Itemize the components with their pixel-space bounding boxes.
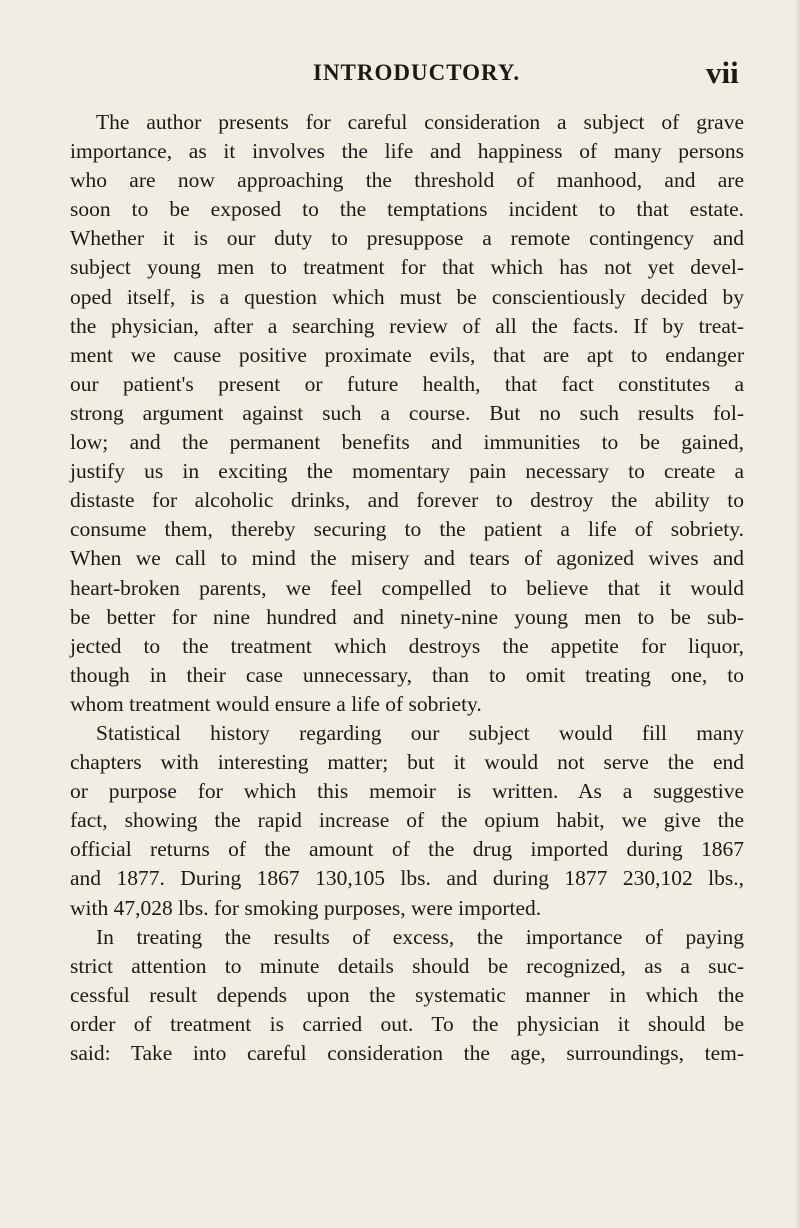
text-line: subject young men to treatment for that which has not yet devel- — [70, 255, 744, 280]
text-line: be better for nine hundred and ninety-nine young men to be sub- — [70, 604, 744, 629]
text-line: order of treatment is carried out. To the physician it should be — [70, 1011, 744, 1036]
text-line: strong argument against such a course. But no such results fol- — [70, 400, 744, 425]
text-line: our patient's present or future health, that fact constitutes a — [70, 371, 744, 396]
text-line: though in their case unnecessary, than to omit treating one, to — [70, 662, 744, 687]
text-line: oped itself, is a question which must be conscientiously decided by — [70, 284, 744, 309]
text-line: low; and the permanent benefits and immunities to be gained, — [70, 430, 744, 455]
text-line: ment we cause positive proximate evils, that are apt to endanger — [70, 342, 744, 367]
text-line: or purpose for which this memoir is written. As a suggestive — [70, 779, 744, 804]
text-line: When we call to mind the misery and tears of agonized wives and — [70, 546, 744, 571]
text-line: fact, showing the rapid increase of the opium habit, we give the — [70, 808, 744, 833]
text-line: jected to the treatment which destroys the appetite for liquor, — [70, 633, 744, 658]
text-line: importance, as it involves the life and happiness of many persons — [70, 139, 744, 164]
running-head: INTRODUCTORY. — [313, 60, 521, 85]
text-line: heart-broken parents, we feel compelled to believe that it would — [70, 575, 744, 600]
text-line: justify us in exciting the momentary pain necessary to create a — [70, 459, 744, 484]
text-line: the physician, after a searching review of all the facts. If by treat- — [70, 313, 744, 338]
text-line: The author presents for careful consideration a subject of grave — [96, 110, 744, 134]
text-line: Statistical history regarding our subject would fill many — [96, 720, 744, 745]
text-line: In treating the results of excess, the importance of paying — [96, 924, 744, 949]
text-line: distaste for alcoholic drinks, and forever to destroy the ability to — [70, 488, 744, 513]
text-line: chapters with interesting matter; but it would not serve the end — [70, 750, 744, 775]
text-line: whom treatment would ensure a life of sobriety. — [70, 691, 482, 716]
page-number: vii — [706, 55, 739, 90]
text-line: cessful result depends upon the systematic manner in which the — [70, 982, 744, 1007]
text-line: who are now approaching the threshold of manhood, and are — [70, 168, 744, 193]
text-line: strict attention to minute details should be recognized, as a suc- — [70, 953, 744, 978]
text-line: and 1877. During 1867 130,105 lbs. and during 1877 230,102 lbs., — [70, 866, 744, 891]
text-line: Whether it is our duty to presuppose a remote contingency and — [70, 226, 744, 251]
page-edge-shadow — [794, 0, 800, 1228]
page-header — [0, 55, 800, 100]
text-line: official returns of the amount of the drug imported during 1867 — [70, 837, 744, 862]
text-line: consume them, thereby securing to the patient a life of sobriety. — [70, 517, 744, 542]
text-line: soon to be exposed to the temptations incident to that estate. — [70, 197, 744, 222]
text-line: with 47,028 lbs. for smoking purposes, were imported. — [70, 895, 542, 920]
body-text — [70, 108, 744, 1068]
text-line: said: Take into careful consideration the age, surroundings, tem- — [70, 1041, 744, 1065]
